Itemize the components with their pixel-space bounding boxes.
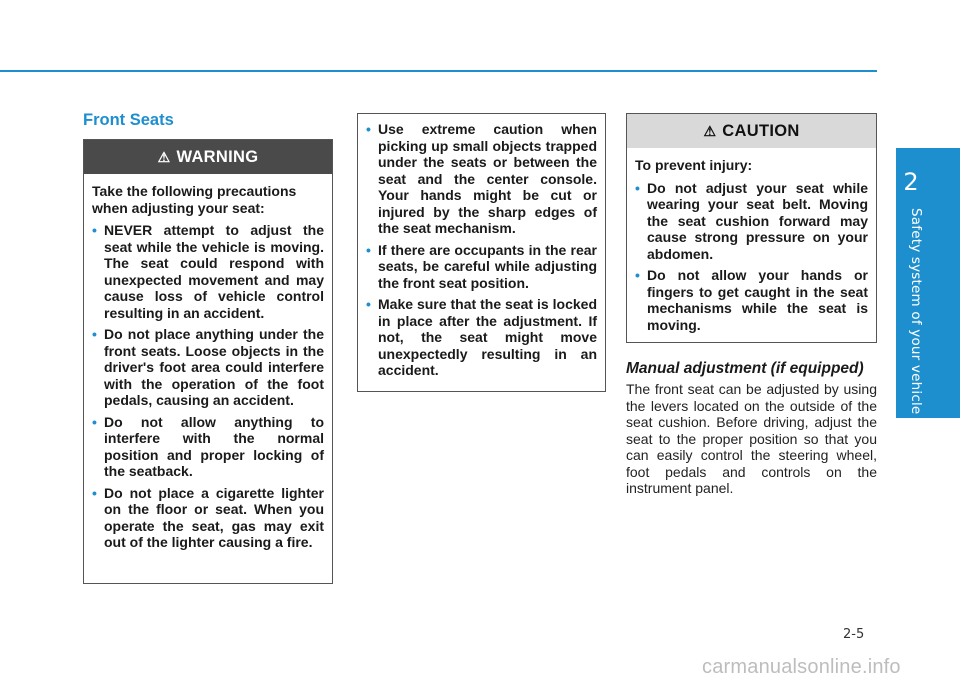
list-item: • If there are occupants in the rear seats, be careful while adjusting the front seat position.	[366, 241, 597, 291]
warning-header	[84, 140, 332, 174]
caution-label: CAUTION	[722, 121, 800, 140]
caution-header	[627, 114, 876, 148]
list-item: • Do not allow your hands or fingers to get caught in the seat mechanisms while the seat is moving.	[635, 267, 868, 333]
bullet-dot-icon: •	[92, 413, 97, 430]
warning-label: WARNING	[176, 147, 259, 166]
header-rule	[0, 70, 877, 72]
warning-lead: Take the following precautions when adjusting your seat:	[92, 183, 297, 216]
caution-box	[626, 113, 877, 343]
caution-lead: To prevent injury:	[635, 157, 753, 173]
bullet-dot-icon: •	[635, 267, 640, 283]
manual-adjustment-body: The front seat can be adjusted by using the levers located on the outside of the seat cushion. Before driving, adjust the seat to the proper position so that you can easily control the steering wheel, foot pedals and controls on the instrument panel.	[626, 381, 877, 496]
bullet-dot-icon: •	[366, 121, 371, 137]
section-heading: Front Seats	[83, 111, 174, 129]
chapter-tab	[896, 148, 960, 418]
continued-warning-list	[366, 121, 597, 379]
list-item: • NEVER attempt to adjust the seat while the vehicle is moving. The seat could respond with unexpected movement and may cause loss of vehicle control resulting in an accident.	[92, 222, 324, 321]
caution-triangle-icon: ⚠	[703, 122, 717, 139]
list-item: • Do not allow anything to interfere with the normal position and proper locking of the seatback.	[92, 413, 324, 479]
bullet-dot-icon: •	[366, 296, 371, 312]
chapter-number: 2	[903, 168, 919, 196]
list-item: • Make sure that the seat is locked in place after the adjustment. If not, the seat might move unexpectedly resulting in an accident.	[366, 296, 597, 378]
caution-list	[635, 180, 868, 334]
bullet-dot-icon: •	[92, 222, 97, 238]
page-number: 2-5	[843, 627, 865, 642]
continued-warning-box	[357, 113, 606, 392]
bullet-dot-icon: •	[366, 241, 371, 258]
list-item: • Use extreme caution when picking up small objects trapped under the seats or between the seat and the center console. Your hands might be cut or injured by the sharp edges of the seat mechanism.	[366, 121, 597, 236]
chapter-title: Safety system of your vehicle	[908, 208, 924, 415]
bullet-dot-icon: •	[92, 484, 97, 501]
warning-box	[83, 139, 333, 584]
watermark-link[interactable]: carmanualsonline.info	[702, 656, 901, 678]
list-item: • Do not adjust your seat while wearing your seat belt. Moving the seat cushion forward may cause strong pressure on your abdomen.	[635, 179, 868, 262]
warning-list	[92, 222, 324, 551]
manual-adjustment-heading: Manual adjustment (if equipped)	[626, 360, 864, 377]
list-item: • Do not place anything under the front seats. Loose objects in the driver's foot area could interfere with the operation of the foot pedals, causing an accident.	[92, 326, 324, 408]
bullet-dot-icon: •	[92, 326, 97, 342]
bullet-dot-icon: •	[635, 179, 640, 196]
list-item: • Do not place a cigarette lighter on the floor or seat. When you operate the seat, gas may exit out of the lighter causing a fire.	[92, 484, 324, 550]
warning-triangle-icon: ⚠	[157, 148, 171, 165]
